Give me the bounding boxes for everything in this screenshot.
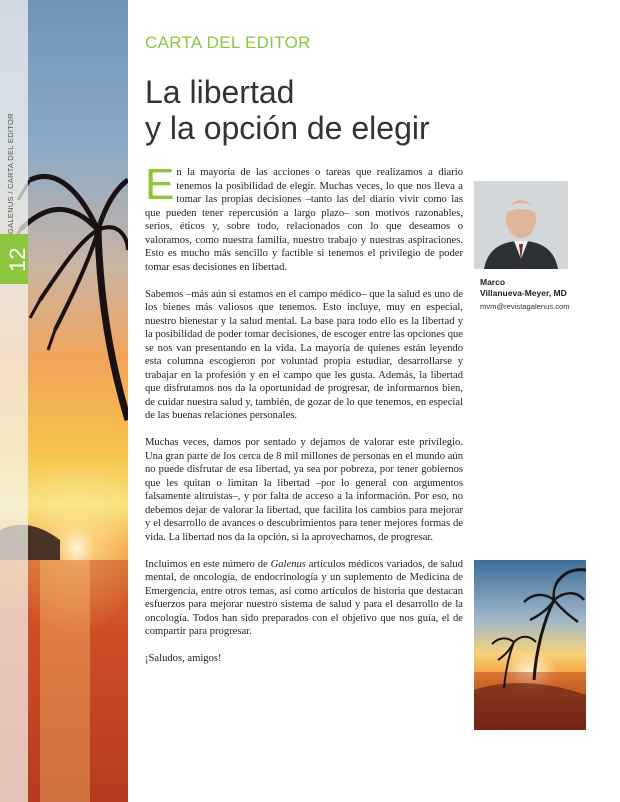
paragraph-1-text: n la mayoría de las acciones o tareas que realizamos a diario tenemos la posibilidad de elegir. Muchas veces, lo que nos lleva a tomar las propias decisiones –tanto las del diario vivir como las que pueden tener repercusión a largo plazo– son motivos razonables, serios, éticos y, sobre todo, relacionados con lo que deseamos o valoramos, como nuestra familia, nuestro trabajo y nuestras aspiraciones. Esto es mucho más sencillo y factible si tenemos el privilegio de poder tomar esas decisiones en libertad.	[145, 167, 463, 273]
paragraph-4-text-a: Incluimos en este número de	[145, 558, 271, 570]
article-title	[145, 74, 465, 146]
paragraph-1	[145, 160, 463, 274]
paragraph-3: Muchas veces, damos por sentado y dejamos de valorar este privilegio. Una gran parte de los cerca de 8 mil millones de personas en el mundo aún no puede disfrutar de esa libertad, ya sea por pobreza, por tener gobiernos que les quitan o limitan la libertad –por lo general con argumentos falsamente altruistas–, y por falta de acceso a la información. Por eso, no debemos dejar de valorar la libertad, que facilita los cambios para mejorar y el desarrollo de avances o descubrimientos para tener mejores formas de vida. La libertad nos da la opción, si la aprovechamos, de progresar.	[145, 437, 463, 543]
author-name	[480, 277, 567, 299]
running-head: GALENUS / CARTA DEL EDITOR	[6, 113, 15, 234]
paragraph-2: Sabemos –más aún si estamos en el campo médico– que la salud es uno de los bienes más valiosos que tenemos. Esto incluye, muy en especial, nuestro bienestar y la salud mental. La base para todo ello es la libertad y la posibilidad de poder tomar decisiones, de escoger entre las opciones que se nos van presentando en la vida. La mayoría de quienes están leyendo esta columna escogieron por voluntad propia estudiar, desarrollarse y trabajar en la profesión y en el campo que les gusta. Además, la libertad que disfrutamos nos da la oportunidad de progresar, de informarnos bien, de cuidar nuestra salud y, también, de gozar de lo que tenemos, en especial de las buenas relaciones personales.	[145, 288, 463, 421]
paragraph-4	[145, 558, 463, 639]
author-email: mvm@revistagalenus.com	[480, 302, 570, 311]
sunset-photo	[474, 560, 586, 730]
author-last-name: Villanueva-Meyer, MD	[480, 288, 567, 298]
article-body	[145, 160, 463, 679]
page-number: 12	[5, 247, 30, 273]
section-label: CARTA DEL EDITOR	[145, 33, 311, 52]
closing-greeting: ¡Saludos, amigos!	[145, 653, 222, 664]
drop-cap: E	[145, 160, 175, 209]
author-photo	[474, 181, 568, 269]
paragraph-4-text-b: artículos médicos variados, de salud mental, de oncología, de endocrinología y un suplemento de Medicina de Emergencia, entre otros temas, así como artículos de historia que destacan esfuerzos para mejorar nuestro sistema de salud y para el desarrollo de la oncología. Todos han sido preparados con el objetivo que nos guía, el de compartir para progresar.	[145, 558, 463, 637]
magazine-name: Galenus	[270, 558, 306, 570]
title-line-2: y la opción de elegir	[145, 110, 430, 146]
author-first-name: Marco	[480, 277, 506, 287]
title-line-1: La libertad	[145, 74, 295, 110]
